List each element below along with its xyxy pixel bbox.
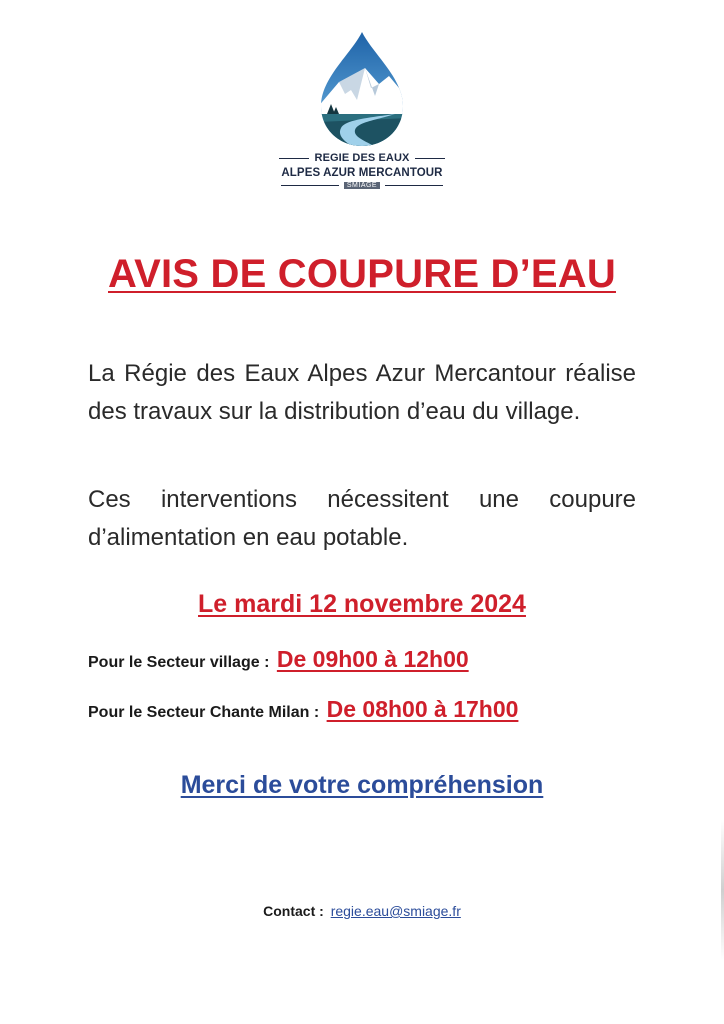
outage-date: Le mardi 12 novembre 2024 <box>198 590 526 618</box>
brand-line-2 <box>272 167 452 179</box>
contact-line <box>0 903 724 919</box>
brand-subname: ALPES AZUR MERCANTOUR <box>281 167 443 179</box>
divider <box>415 158 445 159</box>
brand-line-3 <box>272 182 452 189</box>
logo <box>272 30 452 189</box>
sector-label: Pour le Secteur Chante Milan : <box>88 704 320 721</box>
contact-label: Contact : <box>263 903 324 919</box>
divider <box>279 158 309 159</box>
intro-paragraph: La Régie des Eaux Alpes Azur Mercantour réalise des travaux sur la distribution d’eau du village. <box>88 360 636 425</box>
sector-label: Pour le Secteur village : <box>88 654 270 671</box>
sector-chante-milan <box>88 696 518 723</box>
thanks-message: Merci de votre compréhension <box>180 771 544 799</box>
divider <box>281 185 339 186</box>
divider <box>385 185 443 186</box>
sector-time: De 08h00 à 17h00 <box>326 696 519 722</box>
water-drop-mountain-logo-icon <box>317 30 407 148</box>
contact-email-link[interactable]: regie.eau@smiage.fr <box>330 903 461 919</box>
impact-paragraph: Ces interventions nécessitent une coupure d’alimentation en eau potable. <box>88 486 636 551</box>
sector-time: De 09h00 à 12h00 <box>276 646 469 672</box>
brand-name: REGIE DES EAUX <box>314 152 410 164</box>
brand-line-1 <box>272 152 452 164</box>
sector-village <box>88 646 469 673</box>
brand-tag: SMIAGE <box>344 182 380 189</box>
notice-title: AVIS DE COUPURE D’EAU <box>108 252 616 296</box>
